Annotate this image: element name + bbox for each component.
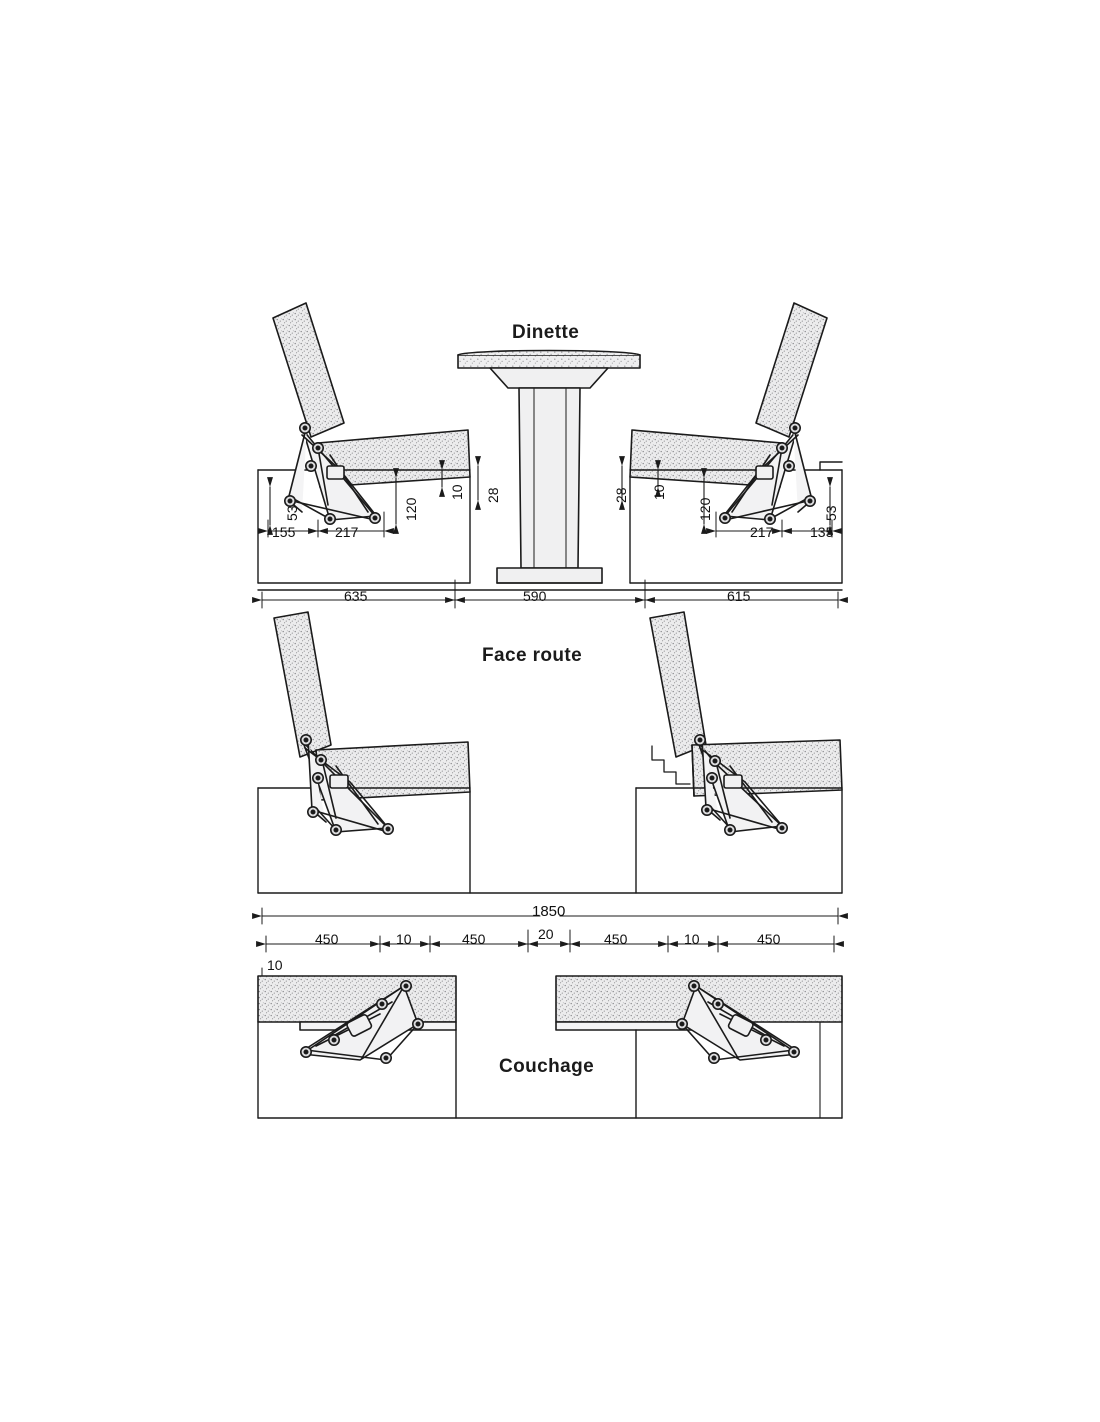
dim-right-135: 135	[810, 524, 834, 540]
dim-left-120: 120	[403, 497, 419, 521]
dim-couchage-450-b: 450	[462, 931, 486, 947]
dim-right-10: 10	[651, 484, 667, 500]
dim-left-10: 10	[449, 484, 465, 500]
dim-base-615: 615	[727, 588, 751, 604]
dim-couchage-total: 1850	[532, 903, 566, 920]
section-title-face-route: Face route	[482, 645, 583, 666]
dim-base-635: 635	[344, 588, 368, 604]
dim-left-28: 28	[485, 487, 501, 503]
dim-base-590: 590	[523, 588, 547, 604]
dim-couchage-20: 20	[538, 926, 554, 942]
dim-couchage-450-c: 450	[604, 931, 628, 947]
dim-left-53: 53	[284, 505, 300, 521]
dim-right-217: 217	[750, 524, 774, 540]
dim-couchage-thickness-10: 10	[267, 957, 283, 973]
dim-couchage-450-d: 450	[757, 931, 781, 947]
section-title-couchage: Couchage	[499, 1056, 595, 1077]
dim-couchage-10-a: 10	[396, 931, 412, 947]
dim-couchage-10-b: 10	[684, 931, 700, 947]
dim-right-53: 53	[823, 505, 839, 521]
section-title-dinette: Dinette	[512, 322, 580, 343]
dim-left-155: 155	[272, 524, 296, 540]
dim-left-217: 217	[335, 524, 359, 540]
dim-right-28: 28	[613, 487, 629, 503]
dim-couchage-450-a: 450	[315, 931, 339, 947]
dim-right-120: 120	[697, 497, 713, 521]
